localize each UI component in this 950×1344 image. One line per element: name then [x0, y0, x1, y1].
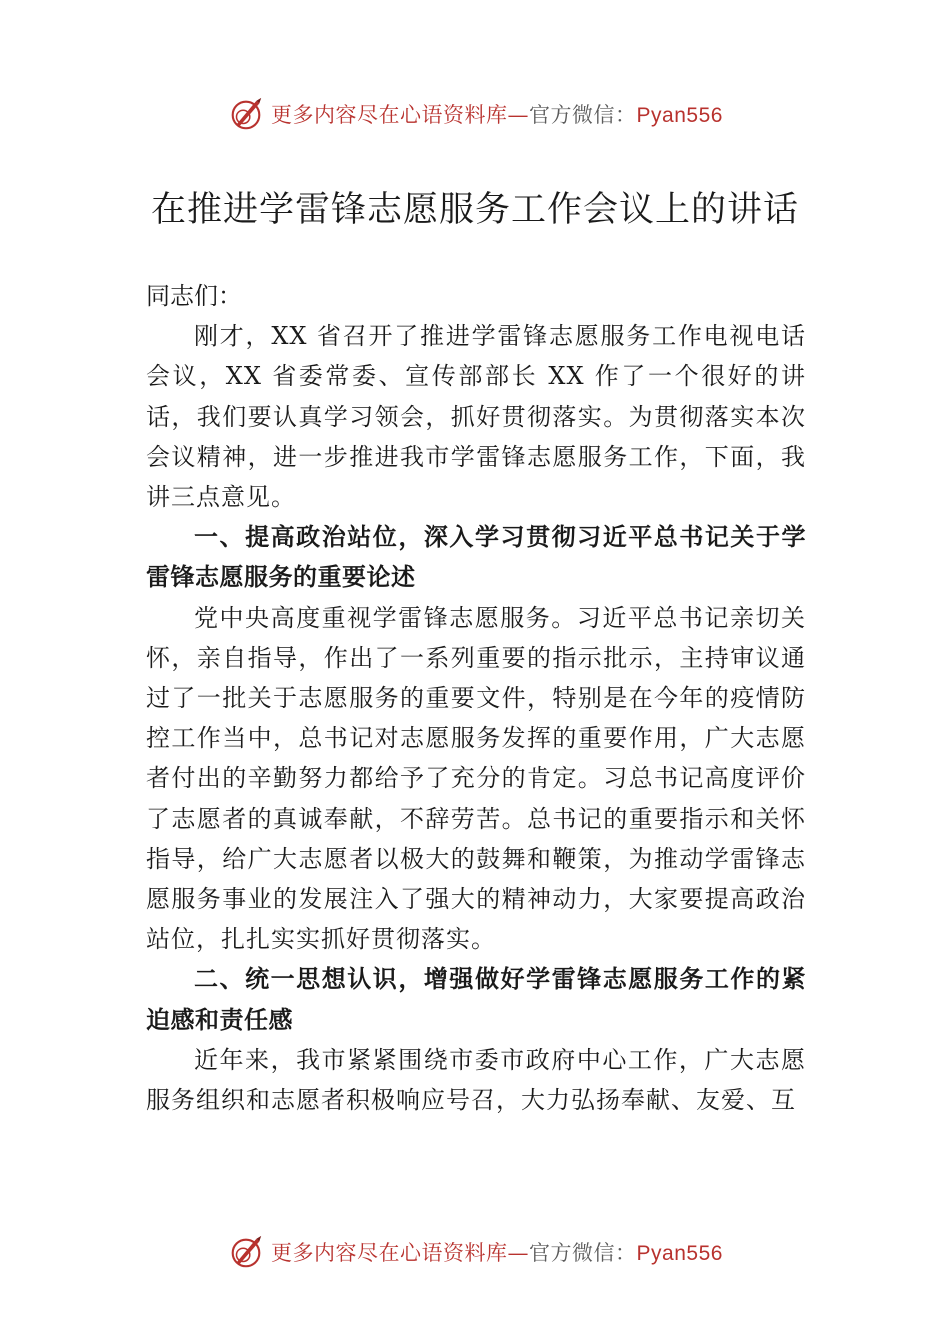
greeting: 同志们：: [146, 282, 242, 310]
document-body: [146, 276, 806, 1120]
section-heading-1: 一、提高政治站位，深入学习贯彻习近平总书记关于学雷锋志愿服务的重要论述: [146, 523, 806, 592]
banner-separator: —: [507, 1241, 530, 1265]
footer-banner: [0, 1232, 950, 1272]
banner-separator: —: [507, 103, 530, 127]
banner-label: 官方微信：: [529, 103, 637, 127]
paragraph-intro: 刚才，XX 省召开了推进学雷锋志愿服务工作电视电话会议，XX 省委常委、宣传部部长 XX 作了一个很好的讲话，我们要认真学习领会，抓好贯彻落实。为贯彻落实本次会议精神，进一步推进我市学雷锋志愿服务工作，下面，我讲三点意见。: [146, 322, 806, 512]
banner-text: [271, 1237, 723, 1267]
pen-logo-icon: [227, 1233, 265, 1271]
paragraph-section-1: 党中央高度重视学雷锋志愿服务。习近平总书记亲切关怀，亲自指导，作出了一系列重要的指示批示，主持审议通过了一批关于志愿服务的重要文件，特别是在今年的疫情防控工作当中，总书记对志愿服务发挥的重要作用，广大志愿者付出的辛勤努力都给予了充分的肯定。习总书记高度评价了志愿者的真诚奉献，不辞劳苦。总书记的重要指示和关怀指导，给广大志愿者以极大的鼓舞和鞭策，为推动学雷锋志愿服务事业的发展注入了强大的精神动力，大家要提高政治站位，扎扎实实抓好贯彻落实。: [146, 603, 806, 954]
document-title: 在推进学雷锋志愿服务工作会议上的讲话: [150, 190, 799, 230]
section-heading-2: 二、统一思想认识，增强做好学雷锋志愿服务工作的紧迫感和责任感: [146, 965, 806, 1034]
paragraph-section-2: 近年来，我市紧紧围绕市委市政府中心工作，广大志愿服务组织和志愿者积极响应号召，大力弘扬奉献、友爱、互: [146, 1045, 806, 1115]
banner-site-name: 更多内容尽在心语资料库: [271, 103, 508, 127]
banner-wechat-id: Pyan556: [636, 104, 723, 127]
banner-wechat-id: Pyan556: [636, 1242, 723, 1265]
banner-label: 官方微信：: [529, 1241, 637, 1265]
banner-site-name: 更多内容尽在心语资料库: [271, 1241, 508, 1265]
banner-text: [271, 99, 723, 129]
pen-logo-icon: [227, 95, 265, 133]
header-banner: [0, 94, 950, 134]
